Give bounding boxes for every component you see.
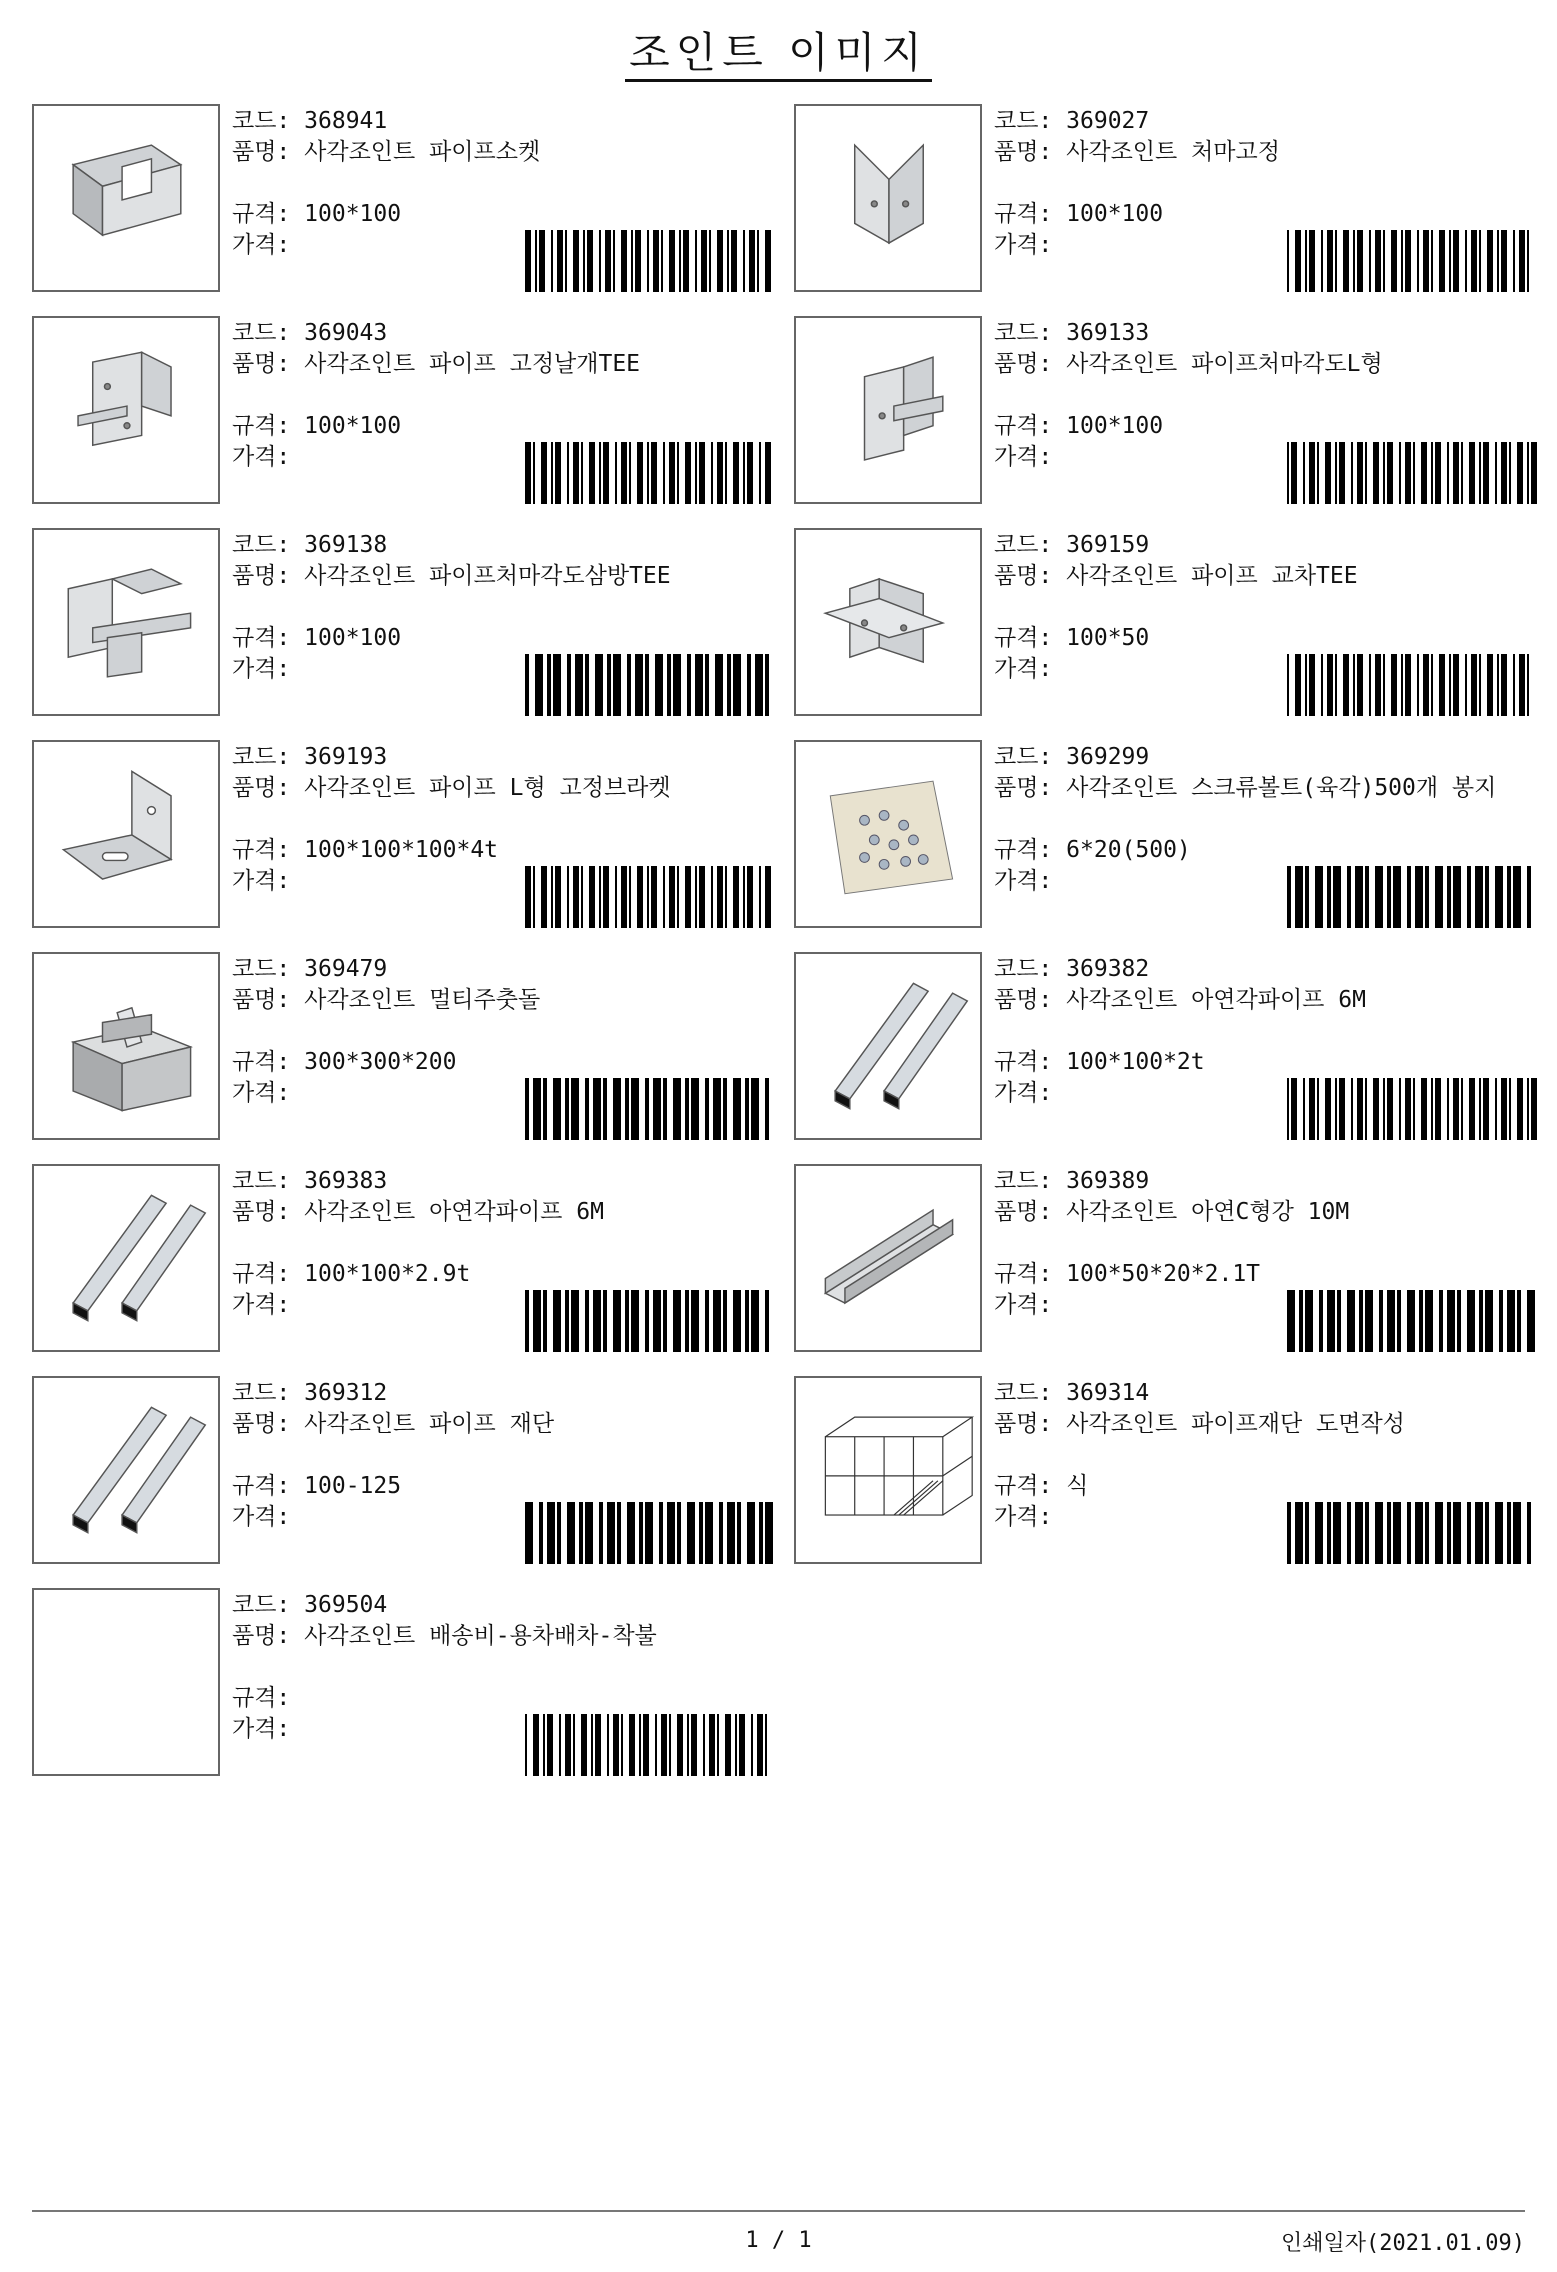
product-name-value: 사각조인트 멀티주춧돌 (304, 987, 541, 1013)
spec-value: 300*300*200 (304, 1049, 457, 1075)
barcode (525, 230, 777, 292)
code-value: 369504 (304, 1592, 388, 1618)
spec-value: 100-125 (304, 1473, 402, 1499)
product-card (794, 1164, 1534, 1356)
product-name-row (994, 561, 1534, 623)
code-label: 코드: (232, 320, 291, 346)
barcode (1287, 654, 1539, 716)
product-name-value: 사각조인트 파이프처마각도L형 (1066, 351, 1383, 377)
spec-value: 100*100*2.9t (304, 1261, 471, 1287)
product-name-label: 품명: (994, 563, 1053, 589)
spec-row (232, 1259, 772, 1290)
price-label: 가격: (232, 444, 291, 470)
code-row (232, 1590, 772, 1621)
spec-label: 규격: (232, 837, 291, 863)
spec-row (232, 1047, 772, 1078)
spec-row (232, 623, 772, 654)
product-card (794, 1376, 1534, 1568)
code-label: 코드: (994, 320, 1053, 346)
product-card (32, 316, 772, 508)
code-label: 코드: (232, 1592, 291, 1618)
product-name-label: 품명: (232, 1623, 291, 1649)
code-value: 368941 (304, 108, 388, 134)
product-name-row (994, 349, 1534, 411)
barcode (1287, 866, 1539, 928)
code-row (232, 530, 772, 561)
price-label: 가격: (232, 1716, 291, 1742)
code-value: 369382 (1066, 956, 1150, 982)
code-value: 369159 (1066, 532, 1150, 558)
code-row (232, 318, 772, 349)
price-label: 가격: (232, 1504, 291, 1530)
spec-value: 100*100*2t (1066, 1049, 1205, 1075)
product-name-value: 사각조인트 처마고정 (1066, 139, 1280, 165)
page-number: 1 / 1 (745, 2228, 812, 2253)
product-card (794, 528, 1534, 720)
spec-value: 6*20(500) (1066, 837, 1191, 863)
barcode (1287, 230, 1539, 292)
product-name-value: 사각조인트 파이프 재단 (304, 1411, 555, 1437)
product-card (794, 740, 1534, 932)
spec-row (994, 199, 1534, 230)
product-name-value: 사각조인트 파이프재단 도면작성 (1066, 1411, 1405, 1437)
code-row (994, 1378, 1534, 1409)
blank-image-icon (32, 1588, 220, 1776)
foundation-block-icon (32, 952, 220, 1140)
spec-row (232, 199, 772, 230)
spec-value: 100*50*20*2.1T (1066, 1261, 1261, 1287)
code-value: 369193 (304, 744, 388, 770)
spec-value: 100*50 (1066, 625, 1150, 651)
price-label: 가격: (994, 1504, 1053, 1530)
price-label: 가격: (994, 444, 1053, 470)
code-label: 코드: (994, 956, 1053, 982)
product-name-row (994, 1197, 1534, 1259)
price-label: 가격: (994, 1080, 1053, 1106)
price-label: 가격: (994, 232, 1053, 258)
product-card (32, 740, 772, 932)
product-name-value: 사각조인트 아연각파이프 6M (304, 1199, 604, 1225)
product-name-row (232, 1409, 772, 1471)
square-pipe-socket-icon (32, 104, 220, 292)
price-label: 가격: (994, 1292, 1053, 1318)
eave-bracket-icon (794, 104, 982, 292)
product-name-label: 품명: (994, 351, 1053, 377)
code-label: 코드: (232, 1380, 291, 1406)
price-label: 가격: (232, 1080, 291, 1106)
code-row (994, 1166, 1534, 1197)
screw-bag-icon (794, 740, 982, 928)
spec-row (232, 1471, 772, 1502)
product-name-label: 품명: (994, 775, 1053, 801)
spec-label: 규격: (232, 1261, 291, 1287)
barcode (525, 654, 777, 716)
product-name-row (232, 561, 772, 623)
square-pipes-icon (794, 952, 982, 1140)
code-row (232, 954, 772, 985)
barcode (1287, 1078, 1539, 1140)
eave-angle-l-bracket-icon (794, 316, 982, 504)
product-name-label: 품명: (232, 987, 291, 1013)
product-name-label: 품명: (232, 1199, 291, 1225)
code-value: 369043 (304, 320, 388, 346)
code-label: 코드: (232, 744, 291, 770)
product-card (794, 952, 1534, 1144)
barcode (525, 1078, 777, 1140)
code-value: 369027 (1066, 108, 1150, 134)
code-row (232, 742, 772, 773)
spec-row (232, 1683, 772, 1714)
code-value: 369138 (304, 532, 388, 558)
product-name-value: 사각조인트 파이프처마각도삼방TEE (304, 563, 671, 589)
product-name-label: 품명: (232, 1411, 291, 1437)
spec-label: 규격: (994, 1049, 1053, 1075)
product-name-row (232, 349, 772, 411)
spec-row (232, 411, 772, 442)
code-row (994, 318, 1534, 349)
spec-value: 100*100 (304, 201, 402, 227)
product-name-label: 품명: (994, 1411, 1053, 1437)
product-name-row (232, 1621, 772, 1683)
code-label: 코드: (994, 744, 1053, 770)
code-row (994, 106, 1534, 137)
code-value: 369299 (1066, 744, 1150, 770)
code-value: 369479 (304, 956, 388, 982)
code-label: 코드: (994, 108, 1053, 134)
c-channel-icon (794, 1164, 982, 1352)
spec-value: 100*100 (1066, 413, 1164, 439)
code-value: 369314 (1066, 1380, 1150, 1406)
product-name-row (994, 773, 1534, 835)
cross-tee-bracket-icon (794, 528, 982, 716)
product-name-row (232, 1197, 772, 1259)
price-label: 가격: (994, 868, 1053, 894)
code-row (994, 530, 1534, 561)
spec-row (994, 623, 1534, 654)
spec-label: 규격: (994, 1261, 1053, 1287)
code-value: 369383 (304, 1168, 388, 1194)
price-label: 가격: (232, 656, 291, 682)
product-name-value: 사각조인트 아연C형강 10M (1066, 1199, 1350, 1225)
spec-label: 규격: (232, 1473, 291, 1499)
code-value: 369312 (304, 1380, 388, 1406)
code-value: 369133 (1066, 320, 1150, 346)
code-label: 코드: (232, 956, 291, 982)
product-name-value: 사각조인트 파이프소켓 (304, 139, 541, 165)
price-label: 가격: (232, 868, 291, 894)
product-name-row (994, 985, 1534, 1047)
spec-label: 규격: (232, 625, 291, 651)
product-card (32, 1164, 772, 1356)
product-name-row (994, 137, 1534, 199)
spec-label: 규격: (994, 1473, 1053, 1499)
barcode (1287, 1502, 1539, 1564)
barcode (525, 1502, 777, 1564)
l-bracket-icon (32, 740, 220, 928)
footer-divider (32, 2210, 1525, 2212)
product-name-row (232, 137, 772, 199)
spec-row (232, 835, 772, 866)
product-card (794, 104, 1534, 296)
product-name-label: 품명: (994, 139, 1053, 165)
product-name-value: 사각조인트 배송비-용차배차-착불 (304, 1623, 657, 1649)
spec-row (994, 1471, 1534, 1502)
square-pipes-icon (32, 1164, 220, 1352)
barcode (525, 1290, 777, 1352)
code-label: 코드: (994, 1168, 1053, 1194)
spec-value: 식 (1066, 1473, 1089, 1499)
product-name-row (994, 1409, 1534, 1471)
spec-row (994, 1047, 1534, 1078)
code-label: 코드: (232, 1168, 291, 1194)
product-card (32, 1376, 772, 1568)
product-card (32, 104, 772, 296)
product-card (32, 952, 772, 1144)
spec-row (994, 1259, 1534, 1290)
winged-tee-bracket-icon (32, 316, 220, 504)
product-name-label: 품명: (232, 139, 291, 165)
structure-drawing-icon (794, 1376, 982, 1564)
product-name-label: 품명: (994, 1199, 1053, 1225)
product-name-label: 품명: (232, 351, 291, 377)
spec-label: 규격: (232, 413, 291, 439)
spec-label: 규격: (994, 201, 1053, 227)
spec-label: 규격: (232, 1685, 291, 1711)
code-label: 코드: (994, 532, 1053, 558)
spec-label: 규격: (232, 1049, 291, 1075)
code-label: 코드: (232, 532, 291, 558)
product-name-value: 사각조인트 파이프 교차TEE (1066, 563, 1358, 589)
product-card (794, 316, 1534, 508)
code-row (232, 106, 772, 137)
product-name-row (232, 985, 772, 1047)
spec-row (994, 835, 1534, 866)
spec-value: 100*100 (304, 413, 402, 439)
product-name-value: 사각조인트 파이프 고정날개TEE (304, 351, 641, 377)
spec-row (994, 411, 1534, 442)
code-row (994, 954, 1534, 985)
product-name-label: 품명: (232, 563, 291, 589)
code-value: 369389 (1066, 1168, 1150, 1194)
spec-label: 규격: (994, 625, 1053, 651)
spec-value: 100*100*100*4t (304, 837, 499, 863)
price-label: 가격: (232, 1292, 291, 1318)
spec-label: 규격: (994, 413, 1053, 439)
product-name-row (232, 773, 772, 835)
barcode (1287, 1290, 1539, 1352)
product-name-label: 품명: (232, 775, 291, 801)
product-name-value: 사각조인트 스크류볼트(육각)500개 봉지 (1066, 775, 1497, 801)
square-pipes-icon (32, 1376, 220, 1564)
barcode (525, 442, 777, 504)
spec-label: 규격: (994, 837, 1053, 863)
barcode (525, 866, 777, 928)
spec-value: 100*100 (304, 625, 402, 651)
product-card (32, 1588, 772, 1780)
spec-label: 규격: (232, 201, 291, 227)
barcode (1287, 442, 1539, 504)
spec-value: 100*100 (1066, 201, 1164, 227)
code-row (232, 1166, 772, 1197)
code-row (232, 1378, 772, 1409)
eave-three-way-tee-icon (32, 528, 220, 716)
code-row (994, 742, 1534, 773)
product-name-value: 사각조인트 파이프 L형 고정브라켓 (304, 775, 671, 801)
code-label: 코드: (232, 108, 291, 134)
barcode (525, 1714, 777, 1776)
price-label: 가격: (232, 232, 291, 258)
product-name-label: 품명: (994, 987, 1053, 1013)
product-card (32, 528, 772, 720)
price-label: 가격: (994, 656, 1053, 682)
code-label: 코드: (994, 1380, 1053, 1406)
product-name-value: 사각조인트 아연각파이프 6M (1066, 987, 1366, 1013)
print-date: 인쇄일자(2021.01.09) (1281, 2231, 1525, 2256)
page-title: 조인트 이미지 (0, 20, 1557, 80)
